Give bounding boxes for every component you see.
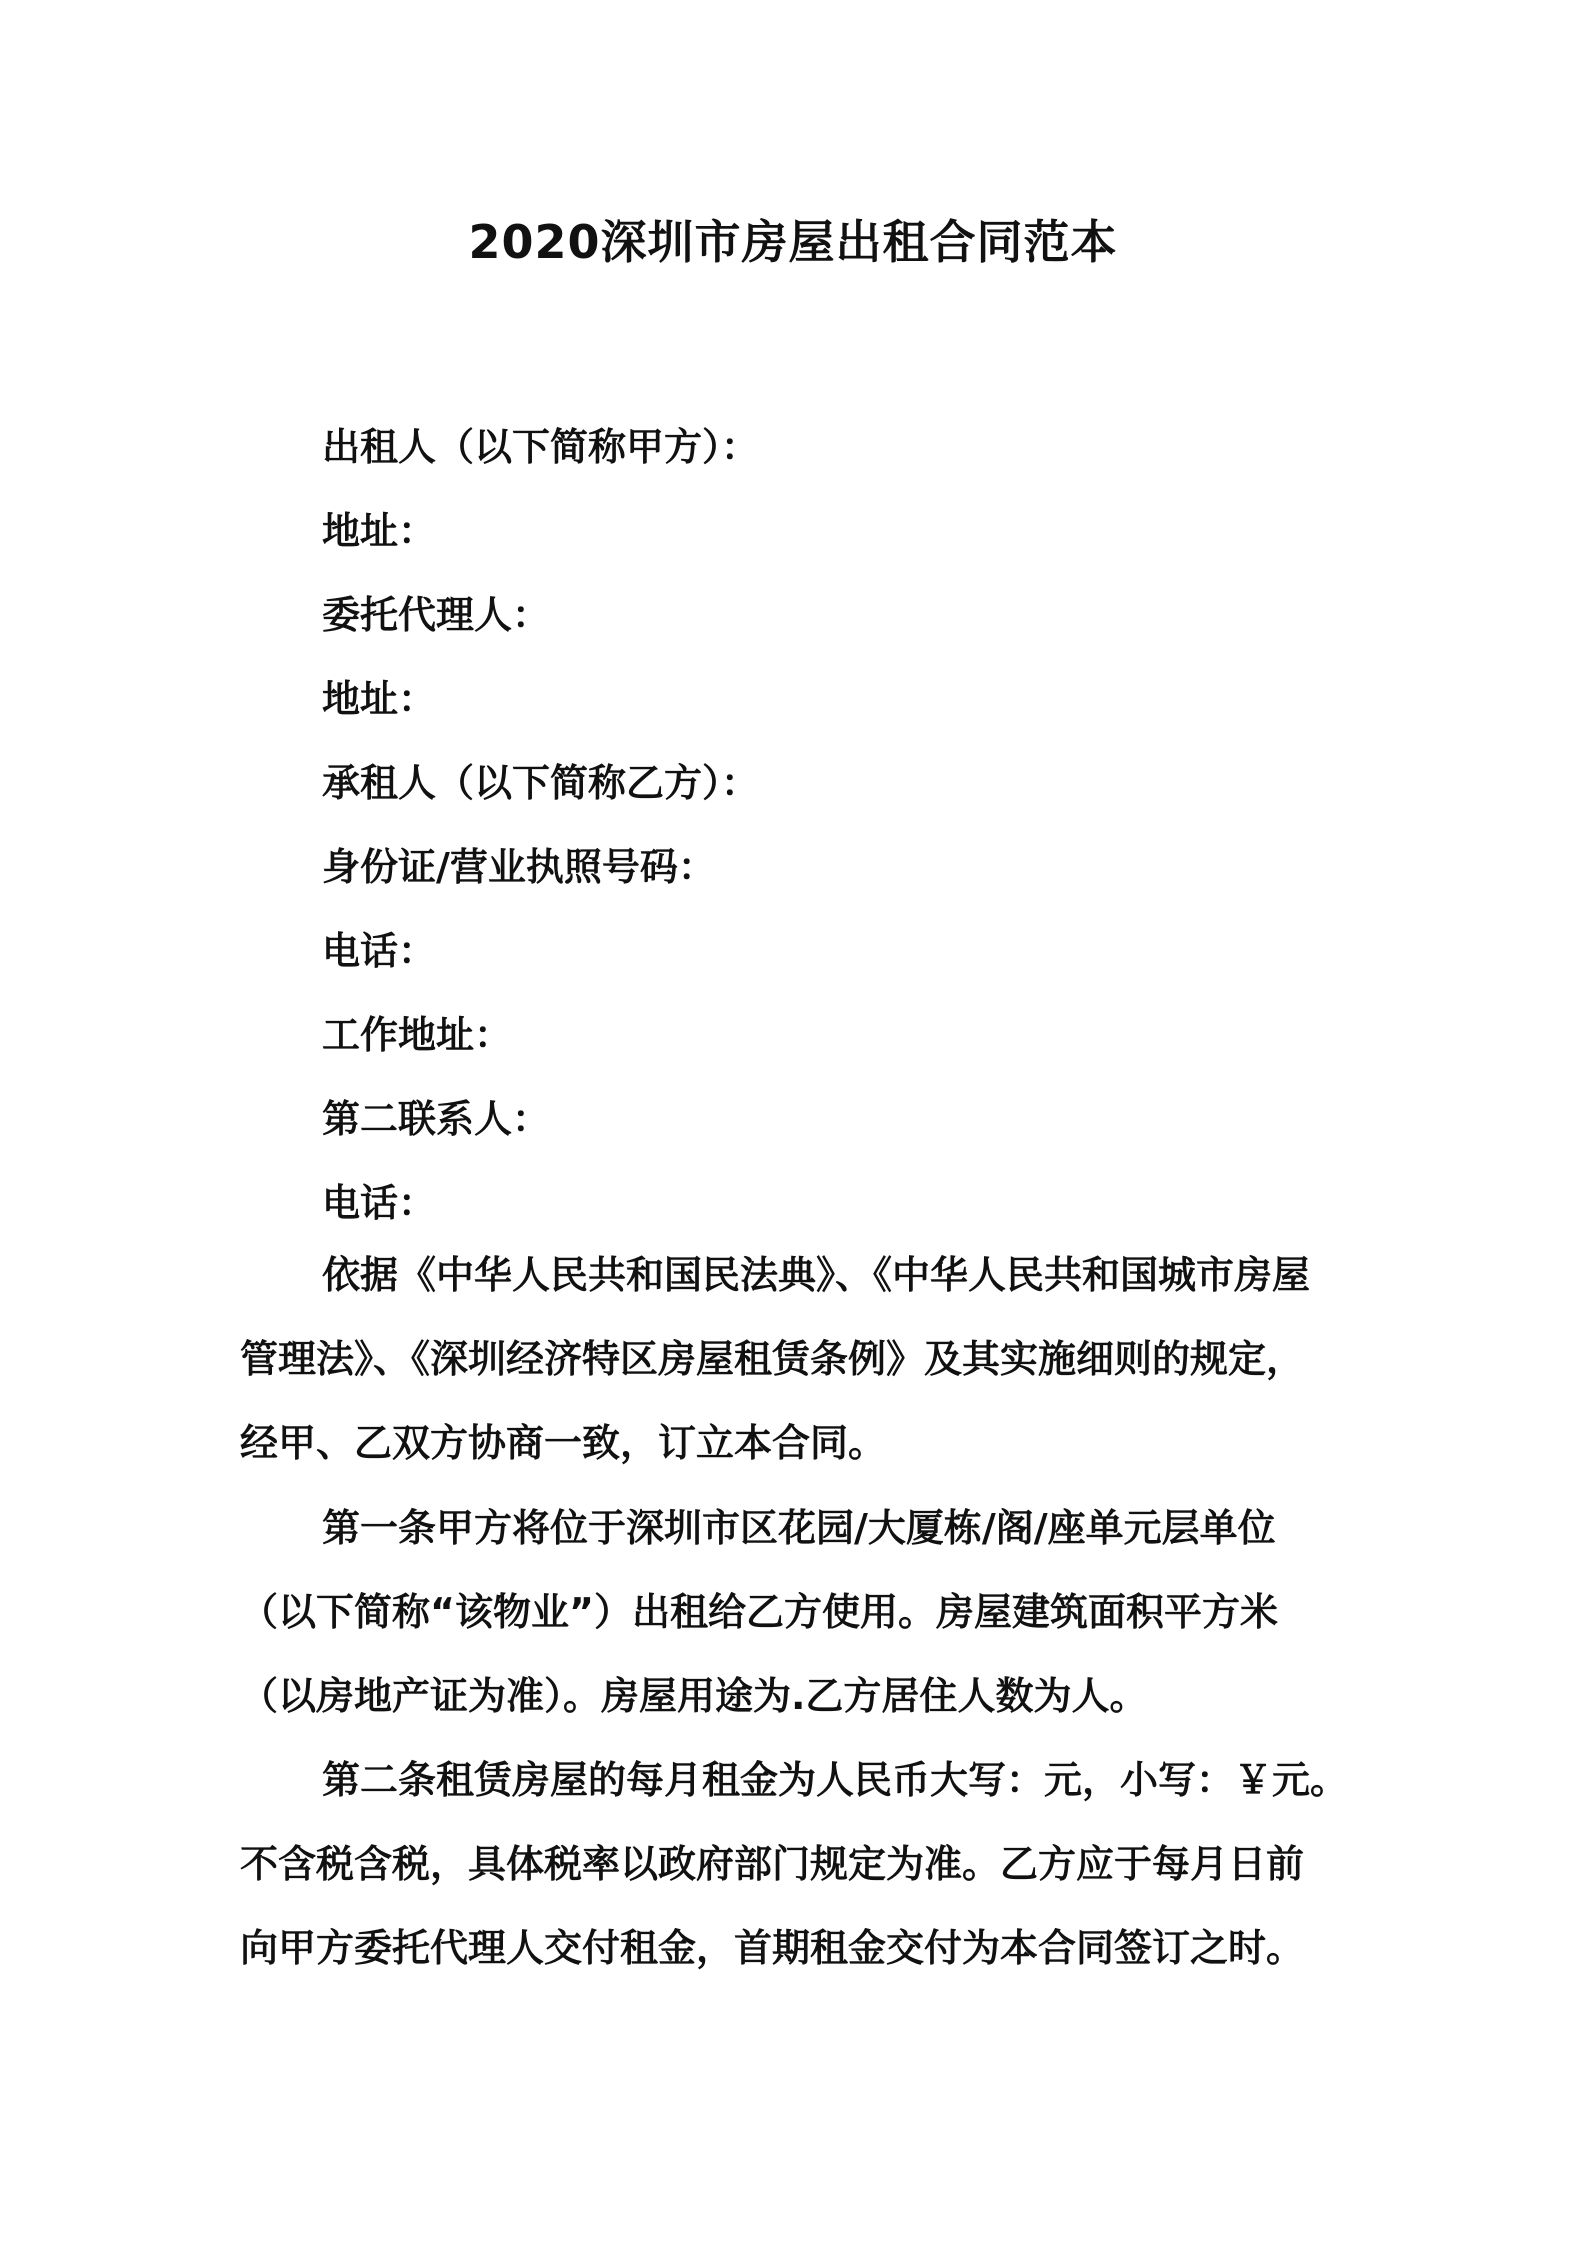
field-lessor: 出租人（以下简称甲方）： [322, 425, 760, 469]
paragraph-line: 不含税含税，具体税率以政府部门规定为准。乙方应于每月日前 [240, 1842, 1305, 1886]
field-second-contact-phone: 电话： [322, 1181, 437, 1225]
paragraph-line: 第一条甲方将位于深圳市区花园/大厦栋/阁/座单元层单位 [322, 1506, 1276, 1550]
party-info-fields [322, 405, 1372, 1245]
paragraph-line: 管理法》、《深圳经济特区房屋租赁条例》及其实施细则的规定， [240, 1337, 1305, 1381]
paragraph-legal-basis [240, 1233, 1350, 1485]
paragraph-line: 向甲方委托代理人交付租金，首期租金交付为本合同签订之时。 [240, 1926, 1305, 1970]
field-lessor-address: 地址： [322, 509, 437, 553]
field-second-contact: 第二联系人： [322, 1097, 551, 1141]
field-id-number: 身份证/营业执照号码： [322, 845, 716, 889]
paragraph-line: 依据《中华人民共和国民法典》、《中华人民共和国城市房屋 [322, 1253, 1311, 1297]
paragraph-article-1 [240, 1486, 1350, 1738]
paragraph-line: 经甲、乙双方协商一致，订立本合同。 [240, 1421, 887, 1465]
field-phone: 电话： [322, 929, 437, 973]
field-agent-address: 地址： [322, 677, 437, 721]
field-work-address: 工作地址： [322, 1013, 513, 1057]
paragraph-line: （以房地产证为准）。房屋用途为.乙方居住人数为人。 [240, 1674, 1148, 1718]
paragraph-line: 第二条租赁房屋的每月租金为人民币大写：元，小写：￥元。 [322, 1758, 1349, 1802]
paragraph-article-2 [240, 1738, 1350, 1990]
document-title: 2020深圳市房屋出租合同范本 [468, 215, 1118, 269]
paragraph-line: （以下简称“该物业”）出租给乙方使用。房屋建筑面积平方米 [240, 1590, 1278, 1634]
field-agent: 委托代理人： [322, 593, 551, 637]
field-lessee: 承租人（以下简称乙方）： [322, 761, 760, 805]
